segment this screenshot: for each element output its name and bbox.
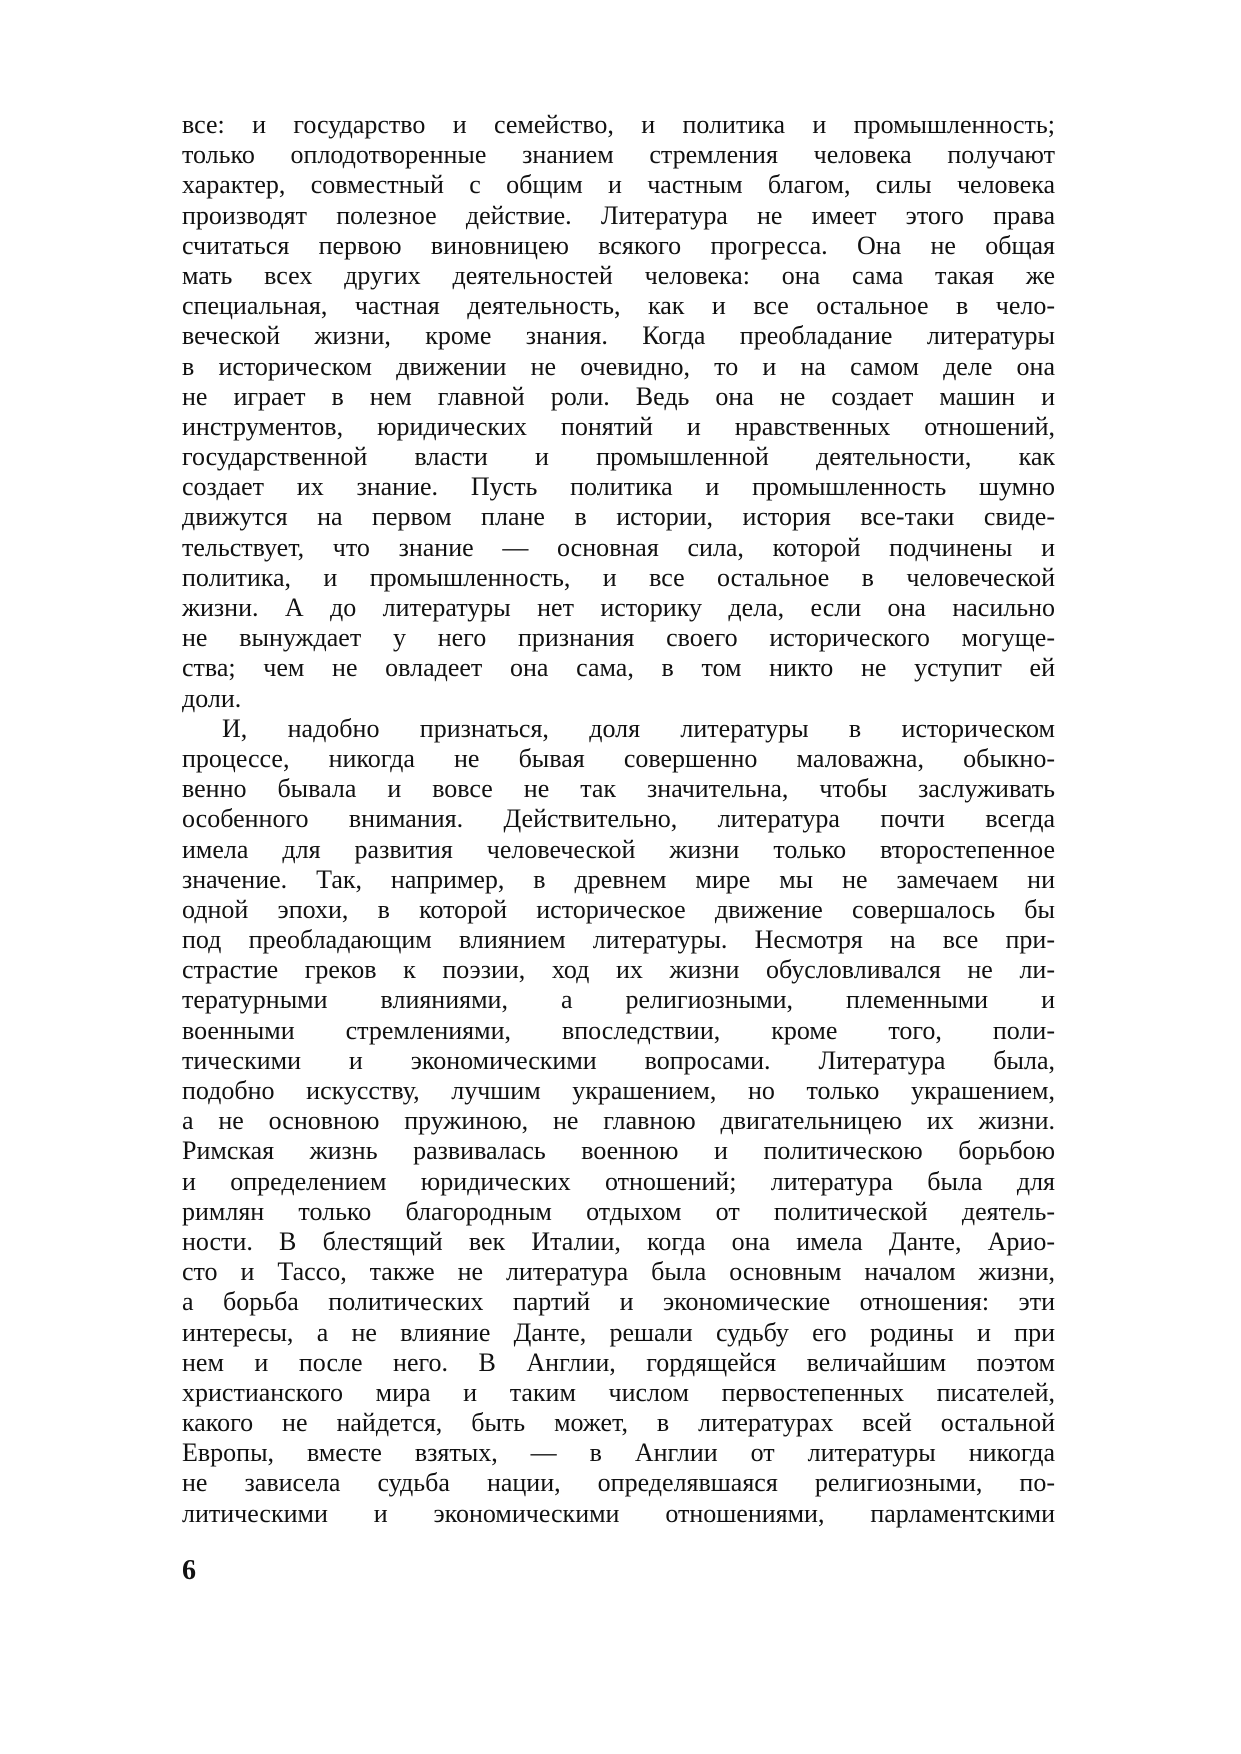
text-line: какого не найдется, быть может, в литературах всей остальной <box>182 1408 1055 1438</box>
text-line: а не основною пружиною, не главною двигательницею их жизни. <box>182 1106 1055 1136</box>
text-line: а борьба политических партий и экономические отношения: эти <box>182 1287 1055 1317</box>
paragraph-1 <box>182 110 1055 714</box>
text-line: Европы, вместе взятых, — в Англии от литературы никогда <box>182 1438 1055 1468</box>
text-line: римлян только благородным отдыхом от политической деятель- <box>182 1196 1055 1226</box>
text-line: венно бывала и вовсе не так значительна, чтобы заслуживать <box>182 774 1055 804</box>
text-line: интересы, а не влияние Данте, решали судьбу его родины и при <box>182 1317 1055 1347</box>
text-line: веческой жизни, кроме знания. Когда преобладание литературы <box>182 321 1055 351</box>
text-line: политика, и промышленность, и все остальное в человеческой <box>182 562 1055 592</box>
text-line: доли. <box>182 683 242 713</box>
text-line: имела для развития человеческой жизни только второстепенное <box>182 834 1055 864</box>
text-line: ства; чем не овладеет она сама, в том никто не уступит ей <box>182 653 1055 683</box>
text-line: жизни. А до литературы нет историку дела, если она насильно <box>182 593 1055 622</box>
text-line: государственной власти и промышленной деятельности, как <box>182 442 1055 472</box>
text-line: одной эпохи, в которой историческое движение совершалось бы <box>182 894 1055 924</box>
text-line: мать всех других деятельностей человека: она сама такая же <box>182 260 1055 290</box>
text-line: христианского мира и таким числом первостепенных писателей, <box>182 1377 1055 1407</box>
text-line: процессе, никогда не бывая совершенно маловажна, обыкно- <box>182 743 1055 773</box>
text-line: тическими и экономическими вопросами. Литература была, <box>182 1045 1055 1075</box>
text-line: все: и государство и семейство, и политика и промышленность; <box>182 110 1055 139</box>
text-line: специальная, частная деятельность, как и все остальное в чело- <box>182 291 1055 321</box>
text-line: только оплодотворенные знанием стремления человека получают <box>182 140 1055 170</box>
page-number: 6 <box>182 1555 196 1586</box>
text-line: под преобладающим влиянием литературы. Несмотря на все при- <box>182 925 1055 955</box>
text-line: литическими и экономическими отношениями, парламентскими <box>182 1498 1055 1528</box>
text-line: производят полезное действие. Литература не имеет этого права <box>182 200 1055 230</box>
text-line: подобно искусству, лучшим украшением, но только украшением, <box>182 1076 1055 1105</box>
text-line: тературными влияниями, а религиозными, племенными и <box>182 985 1055 1015</box>
text-line: особенного внимания. Действительно, литература почти всегда <box>182 804 1055 834</box>
text-line: не играет в нем главной роли. Ведь она не создает машин и <box>182 381 1055 411</box>
text-line: Римская жизнь развивалась военною и политическою борьбою <box>182 1136 1055 1166</box>
text-line: характер, совместный с общим и частным благом, силы человека <box>182 170 1055 200</box>
text-line: ности. В блестящий век Италии, когда она имела Данте, Арио- <box>182 1226 1055 1256</box>
body-text <box>182 110 1055 1529</box>
text-line: и определением юридических отношений; литература была для <box>182 1166 1055 1196</box>
text-line: тельствует, что знание — основная сила, которой подчинены и <box>182 532 1055 562</box>
text-line: военными стремлениями, впоследствии, кроме того, поли- <box>182 1015 1055 1045</box>
text-line: нем и после него. В Англии, гордящейся величайшим поэтом <box>182 1347 1055 1377</box>
text-line: считаться первою виновницею всякого прогресса. Она не общая <box>182 230 1055 260</box>
text-line: создает их знание. Пусть политика и промышленность шумно <box>182 472 1055 502</box>
text-line: значение. Так, например, в древнем мире мы не замечаем ни <box>182 864 1055 894</box>
text-line: не зависела судьба нации, определявшаяся религиозными, по- <box>182 1468 1055 1498</box>
text-line: И, надобно признаться, доля литературы в историческом <box>222 713 1055 743</box>
text-line: в историческом движении не очевидно, то и на самом деле она <box>182 351 1055 381</box>
text-line: движутся на первом плане в истории, история все-таки свиде- <box>182 502 1055 532</box>
text-line: не вынуждает у него признания своего исторического могуще- <box>182 623 1055 653</box>
paragraph-2 <box>182 714 1055 1529</box>
text-line: сто и Тассо, также не литература была основным началом жизни, <box>182 1257 1055 1287</box>
text-line: страстие греков к поэзии, ход их жизни обусловливался не ли- <box>182 955 1055 985</box>
text-line: инструментов, юридических понятий и нравственных отношений, <box>182 411 1055 441</box>
